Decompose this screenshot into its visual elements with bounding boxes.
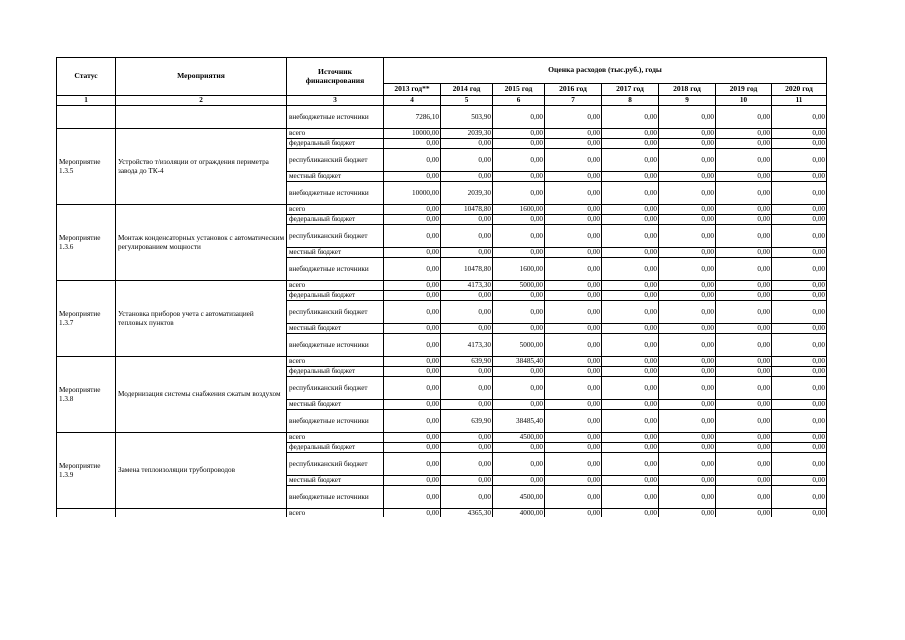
value-cell: 4000,00 — [493, 509, 545, 518]
value-cell: 0,00 — [384, 486, 441, 509]
value-cell: 0,00 — [659, 410, 716, 433]
value-cell: 0,00 — [493, 106, 545, 129]
value-cell: 0,00 — [493, 225, 545, 248]
value-cell: 0,00 — [716, 248, 772, 258]
value-cell: 0,00 — [602, 301, 659, 324]
status-cell: Мероприятие 1.3.8 — [57, 357, 116, 433]
value-cell: 0,00 — [659, 433, 716, 443]
source-cell: внебюджетные источники — [287, 182, 384, 205]
value-cell: 0,00 — [716, 377, 772, 400]
value-cell: 0,00 — [441, 367, 493, 377]
value-cell: 0,00 — [493, 377, 545, 400]
value-cell: 0,00 — [441, 324, 493, 334]
value-cell: 0,00 — [384, 281, 441, 291]
value-cell: 0,00 — [659, 367, 716, 377]
value-cell: 10000,00 — [384, 182, 441, 205]
value-cell: 0,00 — [441, 225, 493, 248]
value-cell: 0,00 — [545, 377, 602, 400]
status-cell: Мероприятие 1.3.7 — [57, 281, 116, 357]
source-cell: внебюджетные источники — [287, 486, 384, 509]
value-cell: 4173,30 — [441, 281, 493, 291]
value-cell: 0,00 — [659, 291, 716, 301]
value-cell: 0,00 — [545, 281, 602, 291]
value-cell: 0,00 — [602, 139, 659, 149]
value-cell: 0,00 — [602, 400, 659, 410]
source-cell: всего — [287, 205, 384, 215]
value-cell: 0,00 — [493, 149, 545, 172]
value-cell: 0,00 — [545, 205, 602, 215]
value-cell: 0,00 — [772, 281, 827, 291]
source-cell: федеральный бюджет — [287, 215, 384, 225]
measure-cell: Установка приборов учета с автоматизацией тепловых пунктов — [116, 281, 287, 357]
value-cell: 0,00 — [659, 453, 716, 476]
value-cell: 0,00 — [772, 509, 827, 518]
value-cell: 0,00 — [384, 248, 441, 258]
value-cell: 0,00 — [602, 205, 659, 215]
value-cell: 0,00 — [441, 486, 493, 509]
value-cell: 0,00 — [441, 433, 493, 443]
value-cell: 4500,00 — [493, 433, 545, 443]
value-cell: 0,00 — [659, 486, 716, 509]
value-cell: 38485,40 — [493, 357, 545, 367]
header-year: 2016 год — [545, 84, 602, 96]
header-year: 2019 год — [716, 84, 772, 96]
value-cell: 0,00 — [772, 433, 827, 443]
value-cell: 0,00 — [545, 149, 602, 172]
value-cell: 0,00 — [659, 172, 716, 182]
value-cell: 0,00 — [545, 453, 602, 476]
source-cell: федеральный бюджет — [287, 367, 384, 377]
value-cell: 0,00 — [659, 139, 716, 149]
value-cell: 0,00 — [716, 433, 772, 443]
value-cell: 0,00 — [602, 324, 659, 334]
source-cell: республиканский бюджет — [287, 225, 384, 248]
value-cell: 0,00 — [716, 172, 772, 182]
value-cell: 0,00 — [602, 476, 659, 486]
value-cell: 10000,00 — [384, 129, 441, 139]
value-cell: 0,00 — [441, 476, 493, 486]
value-cell: 0,00 — [602, 377, 659, 400]
value-cell: 0,00 — [772, 476, 827, 486]
value-cell: 0,00 — [716, 215, 772, 225]
value-cell: 0,00 — [716, 258, 772, 281]
measure-cell: Монтаж конденсаторных установок с автоматическим регулированием мощности — [116, 205, 287, 281]
status-cell: Мероприятие 1.3.9 — [57, 433, 116, 509]
value-cell: 0,00 — [716, 476, 772, 486]
value-cell: 0,00 — [384, 410, 441, 433]
value-cell: 0,00 — [716, 486, 772, 509]
source-cell: местный бюджет — [287, 248, 384, 258]
value-cell: 0,00 — [659, 182, 716, 205]
column-number: 5 — [441, 96, 493, 106]
value-cell: 0,00 — [602, 248, 659, 258]
source-cell: всего — [287, 509, 384, 518]
header-measures: Мероприятия — [116, 58, 287, 96]
source-cell: республиканский бюджет — [287, 453, 384, 476]
value-cell: 0,00 — [493, 291, 545, 301]
value-cell: 0,00 — [716, 410, 772, 433]
value-cell: 0,00 — [772, 205, 827, 215]
value-cell: 0,00 — [602, 453, 659, 476]
value-cell: 0,00 — [602, 443, 659, 453]
value-cell: 2039,30 — [441, 182, 493, 205]
value-cell: 4173,30 — [441, 334, 493, 357]
value-cell: 0,00 — [384, 509, 441, 518]
value-cell: 0,00 — [772, 357, 827, 367]
column-number: 2 — [116, 96, 287, 106]
value-cell: 0,00 — [441, 443, 493, 453]
value-cell: 0,00 — [659, 301, 716, 324]
value-cell: 0,00 — [384, 215, 441, 225]
value-cell: 0,00 — [545, 291, 602, 301]
value-cell: 0,00 — [772, 400, 827, 410]
measure-cell: Устройство т/изоляции от ограждения периметра завода до ТК-4 — [116, 129, 287, 205]
value-cell: 0,00 — [602, 106, 659, 129]
value-cell: 0,00 — [493, 248, 545, 258]
source-cell: местный бюджет — [287, 172, 384, 182]
value-cell: 0,00 — [659, 400, 716, 410]
source-cell: местный бюджет — [287, 400, 384, 410]
value-cell: 2039,30 — [441, 129, 493, 139]
value-cell: 0,00 — [659, 258, 716, 281]
value-cell: 0,00 — [384, 377, 441, 400]
value-cell: 0,00 — [772, 301, 827, 324]
value-cell: 38485,40 — [493, 410, 545, 433]
value-cell: 0,00 — [716, 182, 772, 205]
value-cell: 0,00 — [384, 324, 441, 334]
value-cell: 0,00 — [716, 509, 772, 518]
value-cell: 0,00 — [441, 291, 493, 301]
value-cell: 10478,80 — [441, 258, 493, 281]
value-cell: 0,00 — [659, 149, 716, 172]
value-cell: 0,00 — [659, 443, 716, 453]
value-cell: 0,00 — [493, 453, 545, 476]
source-cell: местный бюджет — [287, 324, 384, 334]
value-cell: 0,00 — [716, 324, 772, 334]
value-cell: 0,00 — [716, 106, 772, 129]
status-cell: Мероприятие 1.3.6 — [57, 205, 116, 281]
value-cell: 0,00 — [716, 453, 772, 476]
value-cell: 0,00 — [545, 129, 602, 139]
measure-cell: Модернизация системы снабжения сжатым воздухом — [116, 357, 287, 433]
header-status: Статус — [57, 58, 116, 96]
value-cell: 0,00 — [602, 281, 659, 291]
header-year: 2013 год** — [384, 84, 441, 96]
source-cell: внебюджетные источники — [287, 258, 384, 281]
value-cell: 0,00 — [772, 182, 827, 205]
value-cell: 0,00 — [602, 149, 659, 172]
value-cell: 0,00 — [659, 281, 716, 291]
table-row — [57, 281, 827, 291]
value-cell: 0,00 — [716, 443, 772, 453]
status-cell — [57, 509, 116, 518]
value-cell: 0,00 — [493, 182, 545, 205]
value-cell: 0,00 — [545, 258, 602, 281]
value-cell: 0,00 — [493, 301, 545, 324]
measure-cell: Замена теплоизоляции трубопроводов — [116, 433, 287, 509]
measure-cell — [116, 509, 287, 518]
value-cell: 0,00 — [716, 357, 772, 367]
value-cell: 0,00 — [659, 377, 716, 400]
value-cell: 0,00 — [602, 215, 659, 225]
value-cell: 0,00 — [545, 139, 602, 149]
source-cell: всего — [287, 433, 384, 443]
value-cell: 0,00 — [659, 334, 716, 357]
value-cell: 0,00 — [716, 291, 772, 301]
value-cell: 0,00 — [772, 291, 827, 301]
value-cell: 0,00 — [659, 509, 716, 518]
value-cell: 0,00 — [493, 324, 545, 334]
value-cell: 0,00 — [716, 149, 772, 172]
table-row — [57, 433, 827, 443]
value-cell: 0,00 — [716, 367, 772, 377]
value-cell: 0,00 — [772, 248, 827, 258]
value-cell: 5000,00 — [493, 281, 545, 291]
value-cell: 0,00 — [441, 215, 493, 225]
value-cell: 0,00 — [659, 476, 716, 486]
value-cell: 0,00 — [493, 139, 545, 149]
value-cell: 1600,00 — [493, 258, 545, 281]
value-cell: 0,00 — [384, 225, 441, 248]
value-cell: 639,90 — [441, 410, 493, 433]
value-cell: 0,00 — [441, 248, 493, 258]
source-cell: республиканский бюджет — [287, 301, 384, 324]
value-cell: 0,00 — [772, 172, 827, 182]
value-cell: 0,00 — [493, 129, 545, 139]
value-cell: 0,00 — [545, 334, 602, 357]
table-body — [57, 106, 827, 518]
value-cell: 0,00 — [384, 205, 441, 215]
value-cell: 0,00 — [545, 301, 602, 324]
status-cell: Мероприятие 1.3.5 — [57, 129, 116, 205]
value-cell: 0,00 — [772, 139, 827, 149]
value-cell: 0,00 — [772, 377, 827, 400]
value-cell: 0,00 — [772, 443, 827, 453]
value-cell: 0,00 — [441, 400, 493, 410]
header-year: 2018 год — [659, 84, 716, 96]
value-cell: 0,00 — [384, 334, 441, 357]
value-cell: 0,00 — [441, 377, 493, 400]
value-cell: 0,00 — [772, 106, 827, 129]
value-cell: 0,00 — [493, 172, 545, 182]
value-cell: 0,00 — [384, 400, 441, 410]
header-year: 2020 год — [772, 84, 827, 96]
value-cell: 0,00 — [545, 324, 602, 334]
value-cell: 0,00 — [384, 172, 441, 182]
value-cell: 0,00 — [659, 106, 716, 129]
value-cell: 0,00 — [772, 149, 827, 172]
value-cell: 0,00 — [545, 486, 602, 509]
value-cell: 4365,30 — [441, 509, 493, 518]
value-cell: 0,00 — [659, 324, 716, 334]
value-cell: 0,00 — [384, 291, 441, 301]
value-cell: 0,00 — [545, 182, 602, 205]
value-cell: 5000,00 — [493, 334, 545, 357]
table-row — [57, 106, 827, 129]
value-cell: 0,00 — [659, 215, 716, 225]
value-cell: 0,00 — [545, 476, 602, 486]
header-year: 2014 год — [441, 84, 493, 96]
table-row — [57, 205, 827, 215]
value-cell: 0,00 — [602, 367, 659, 377]
value-cell: 0,00 — [493, 476, 545, 486]
value-cell: 0,00 — [441, 453, 493, 476]
value-cell: 1600,00 — [493, 205, 545, 215]
value-cell: 0,00 — [602, 433, 659, 443]
table-row — [57, 129, 827, 139]
value-cell: 0,00 — [545, 357, 602, 367]
header-cost: Оценка расходов (тыс.руб.), годы — [384, 58, 827, 84]
value-cell: 0,00 — [602, 509, 659, 518]
header-year: 2015 год — [493, 84, 545, 96]
value-cell: 0,00 — [441, 301, 493, 324]
column-number: 1 — [57, 96, 116, 106]
value-cell: 0,00 — [493, 400, 545, 410]
header-year: 2017 год — [602, 84, 659, 96]
source-cell: внебюджетные источники — [287, 410, 384, 433]
table-row — [57, 509, 827, 518]
column-number: 7 — [545, 96, 602, 106]
source-cell: федеральный бюджет — [287, 139, 384, 149]
value-cell: 0,00 — [772, 486, 827, 509]
value-cell: 0,00 — [441, 149, 493, 172]
value-cell: 0,00 — [772, 215, 827, 225]
value-cell: 639,90 — [441, 357, 493, 367]
source-cell: внебюджетные источники — [287, 334, 384, 357]
value-cell: 0,00 — [659, 357, 716, 367]
value-cell: 0,00 — [545, 509, 602, 518]
value-cell: 4500,00 — [493, 486, 545, 509]
value-cell: 7286,10 — [384, 106, 441, 129]
value-cell: 0,00 — [602, 410, 659, 433]
value-cell: 0,00 — [602, 129, 659, 139]
value-cell: 0,00 — [545, 172, 602, 182]
value-cell: 0,00 — [545, 248, 602, 258]
source-cell: внебюджетные источники — [287, 106, 384, 129]
value-cell: 0,00 — [493, 443, 545, 453]
value-cell: 0,00 — [659, 225, 716, 248]
header-source: Источник финансирования — [287, 58, 384, 96]
value-cell: 0,00 — [384, 433, 441, 443]
value-cell: 0,00 — [772, 129, 827, 139]
value-cell: 0,00 — [772, 225, 827, 248]
value-cell: 503,90 — [441, 106, 493, 129]
value-cell: 0,00 — [602, 357, 659, 367]
value-cell: 0,00 — [602, 225, 659, 248]
value-cell: 0,00 — [716, 400, 772, 410]
value-cell: 0,00 — [772, 334, 827, 357]
column-number: 10 — [716, 96, 772, 106]
column-number: 4 — [384, 96, 441, 106]
value-cell: 0,00 — [772, 324, 827, 334]
value-cell: 0,00 — [493, 367, 545, 377]
value-cell: 0,00 — [716, 281, 772, 291]
column-number-row — [57, 96, 827, 106]
financing-table — [56, 57, 827, 517]
value-cell: 0,00 — [545, 225, 602, 248]
column-number: 3 — [287, 96, 384, 106]
value-cell: 0,00 — [602, 334, 659, 357]
value-cell: 0,00 — [602, 486, 659, 509]
value-cell: 0,00 — [659, 129, 716, 139]
value-cell: 0,00 — [545, 367, 602, 377]
value-cell: 0,00 — [602, 258, 659, 281]
value-cell: 0,00 — [384, 258, 441, 281]
value-cell: 0,00 — [602, 291, 659, 301]
source-cell: республиканский бюджет — [287, 149, 384, 172]
value-cell: 0,00 — [384, 443, 441, 453]
value-cell: 0,00 — [716, 225, 772, 248]
source-cell: всего — [287, 357, 384, 367]
value-cell: 0,00 — [602, 182, 659, 205]
measure-cell — [116, 106, 287, 129]
source-cell: федеральный бюджет — [287, 443, 384, 453]
value-cell: 0,00 — [772, 453, 827, 476]
value-cell: 0,00 — [772, 410, 827, 433]
value-cell: 0,00 — [545, 443, 602, 453]
value-cell: 0,00 — [384, 139, 441, 149]
value-cell: 0,00 — [441, 172, 493, 182]
value-cell: 0,00 — [384, 453, 441, 476]
source-cell: федеральный бюджет — [287, 291, 384, 301]
source-cell: всего — [287, 129, 384, 139]
value-cell: 0,00 — [772, 258, 827, 281]
value-cell: 10478,80 — [441, 205, 493, 215]
value-cell: 0,00 — [659, 248, 716, 258]
column-number: 9 — [659, 96, 716, 106]
table-row — [57, 357, 827, 367]
value-cell: 0,00 — [384, 301, 441, 324]
value-cell: 0,00 — [716, 205, 772, 215]
status-cell — [57, 106, 116, 129]
value-cell: 0,00 — [716, 139, 772, 149]
value-cell: 0,00 — [545, 215, 602, 225]
column-number: 11 — [772, 96, 827, 106]
value-cell: 0,00 — [716, 301, 772, 324]
column-number: 8 — [602, 96, 659, 106]
source-cell: всего — [287, 281, 384, 291]
value-cell: 0,00 — [493, 215, 545, 225]
value-cell: 0,00 — [659, 205, 716, 215]
value-cell: 0,00 — [384, 476, 441, 486]
column-number: 6 — [493, 96, 545, 106]
value-cell: 0,00 — [772, 367, 827, 377]
value-cell: 0,00 — [384, 357, 441, 367]
value-cell: 0,00 — [384, 367, 441, 377]
source-cell: местный бюджет — [287, 476, 384, 486]
value-cell: 0,00 — [545, 106, 602, 129]
value-cell: 0,00 — [545, 433, 602, 443]
value-cell: 0,00 — [602, 172, 659, 182]
value-cell: 0,00 — [384, 149, 441, 172]
value-cell: 0,00 — [716, 334, 772, 357]
value-cell: 0,00 — [716, 129, 772, 139]
source-cell: республиканский бюджет — [287, 377, 384, 400]
value-cell: 0,00 — [545, 400, 602, 410]
value-cell: 0,00 — [441, 139, 493, 149]
value-cell: 0,00 — [545, 410, 602, 433]
